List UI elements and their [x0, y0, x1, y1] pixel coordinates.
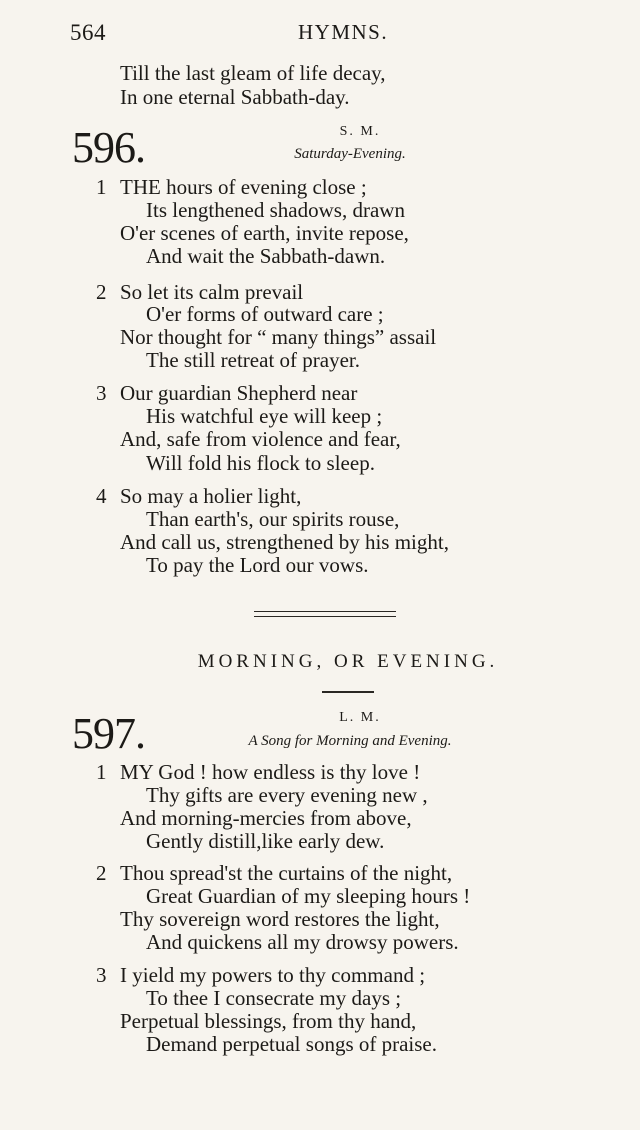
- carryover-line: In one eternal Sabbath-day.: [120, 85, 350, 109]
- verse-line: Demand perpetual songs of praise.: [146, 1032, 437, 1056]
- verse-line: And morning-mercies from above,: [120, 806, 412, 830]
- carryover-line: Till the last gleam of life decay,: [120, 61, 386, 85]
- verse-line: Perpetual blessings, from thy hand,: [120, 1009, 417, 1033]
- verse-line: To pay the Lord our vows.: [146, 553, 369, 577]
- verse-line: Than earth's, our spirits rouse,: [146, 507, 400, 531]
- verse-line: And call us, strengthened by his might,: [120, 530, 449, 554]
- running-title: HYMNS.: [298, 20, 389, 44]
- verse-line: So let its calm prevail: [120, 280, 304, 304]
- section-divider: [254, 611, 396, 617]
- hymn-meter-596: S. M.: [339, 124, 381, 139]
- hymn-subtitle-596: Saturday-Evening.: [294, 146, 406, 162]
- hymn-number-597: 597.: [72, 709, 145, 758]
- verse-line: And quickens all my drowsy powers.: [146, 930, 459, 954]
- stanza-number: 1: [96, 760, 107, 784]
- verse-line: The still retreat of prayer.: [146, 348, 360, 372]
- verse-line: So may a holier light,: [120, 484, 302, 508]
- stanza-number: 1: [96, 175, 107, 199]
- verse-line: I yield my powers to thy command ;: [120, 963, 426, 987]
- hymn-meter-597: L. M.: [339, 710, 381, 725]
- verse-line: Thy sovereign word restores the light,: [120, 907, 440, 931]
- verse-line: And wait the Sabbath-dawn.: [146, 244, 386, 268]
- verse-line: His watchful eye will keep ;: [146, 404, 383, 428]
- verse-line: Thou spread'st the curtains of the night,: [120, 861, 453, 885]
- verse-line: Gently distill,like early dew.: [146, 829, 385, 853]
- hymn-number-596: 596.: [72, 123, 145, 172]
- verse-line: MY God ! how endless is thy love !: [120, 760, 421, 784]
- section-heading: MORNING, OR EVENING.: [197, 651, 499, 672]
- verse-line: Will fold his flock to sleep.: [146, 451, 375, 475]
- verse-line: Nor thought for “ many things” assail: [120, 325, 437, 349]
- page-number: 564: [70, 20, 106, 45]
- stanza-number: 4: [96, 484, 107, 508]
- page-header: [0, 20, 640, 50]
- verse-line: To thee I consecrate my days ;: [146, 986, 402, 1010]
- stanza-number: 2: [96, 280, 107, 304]
- verse-line: Its lengthened shadows, drawn: [146, 198, 405, 222]
- verse-line: Our guardian Shepherd near: [120, 381, 358, 405]
- verse-line: Thy gifts are every evening new ,: [146, 783, 428, 807]
- stanza-number: 3: [96, 963, 107, 987]
- verse-line: Great Guardian of my sleeping hours !: [146, 884, 471, 908]
- stanza-number: 2: [96, 861, 107, 885]
- verse-line: And, safe from violence and fear,: [120, 427, 401, 451]
- verse-line: THE hours of evening close ;: [120, 175, 367, 199]
- hymn-subtitle-597: A Song for Morning and Evening.: [248, 733, 452, 749]
- heading-rule: [322, 691, 374, 693]
- stanza-number: 3: [96, 381, 107, 405]
- verse-line: O'er forms of outward care ;: [146, 302, 384, 326]
- verse-line: O'er scenes of earth, invite repose,: [120, 221, 409, 245]
